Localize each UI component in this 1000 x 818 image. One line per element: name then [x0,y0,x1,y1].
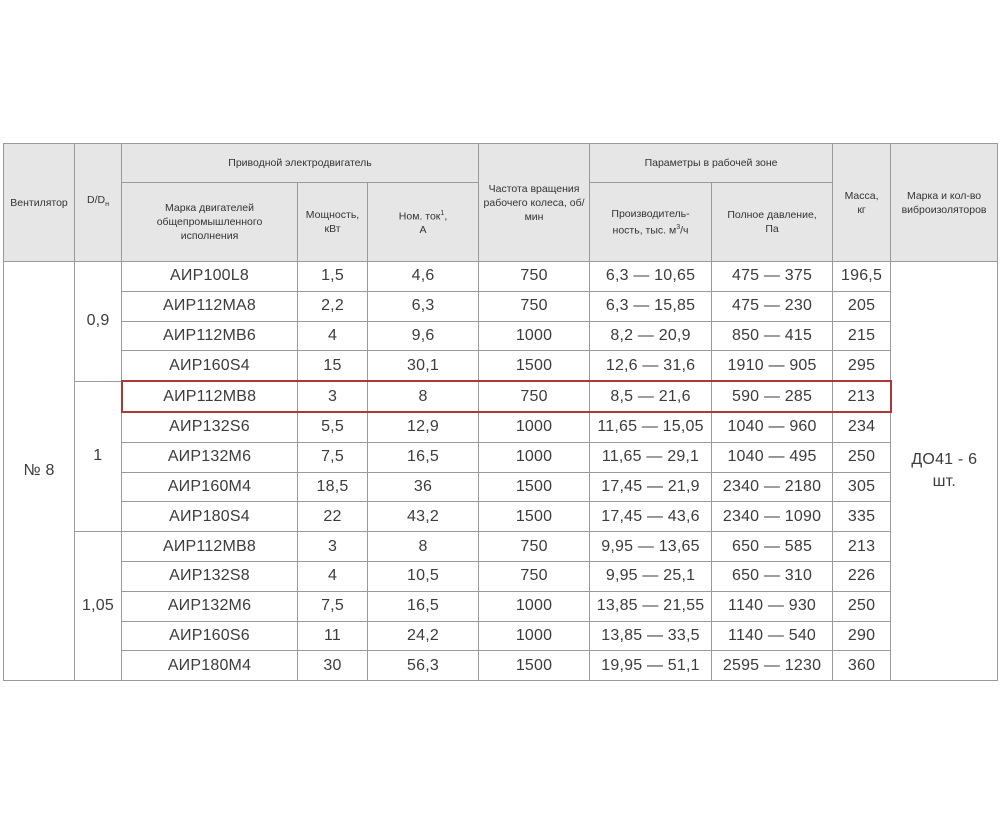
current-cell: 4,6 [368,262,479,292]
mass-cell: 213 [833,381,891,412]
power-cell: 15 [298,351,368,381]
pressure-cell: 475 — 230 [712,291,833,321]
productivity-cell: 6,3 — 10,65 [590,262,712,292]
header-mass: Масса, кг [833,144,891,262]
header-drive-motor: Приводной электродвигатель [122,144,479,183]
mass-cell: 360 [833,651,891,681]
header-pressure: Полное давление, Па [712,183,833,262]
current-cell: 12,9 [368,412,479,442]
table-row [4,262,998,292]
rpm-cell: 1500 [479,351,590,381]
current-cell: 16,5 [368,442,479,472]
current-cell: 36 [368,472,479,502]
mass-cell: 250 [833,442,891,472]
rpm-cell: 750 [479,532,590,562]
current-cell: 43,2 [368,502,479,532]
power-cell: 5,5 [298,412,368,442]
table-header [4,144,998,262]
current-cell: 16,5 [368,591,479,621]
table-row [4,532,998,562]
pressure-cell: 1040 — 960 [712,412,833,442]
productivity-cell: 6,3 — 15,85 [590,291,712,321]
rpm-cell: 750 [479,291,590,321]
motor-cell: АИР112МА8 [122,291,298,321]
mass-cell: 213 [833,532,891,562]
motor-cell: АИР112МВ8 [122,381,298,412]
motor-cell: АИР132М6 [122,442,298,472]
productivity-cell: 11,65 — 29,1 [590,442,712,472]
motor-cell: АИР132М6 [122,591,298,621]
table-row [4,621,998,651]
rpm-cell: 1000 [479,321,590,351]
pressure-cell: 650 — 585 [712,532,833,562]
rpm-cell: 1500 [479,502,590,532]
motor-cell: АИР160S4 [122,351,298,381]
power-cell: 18,5 [298,472,368,502]
pressure-cell: 1140 — 930 [712,591,833,621]
mass-cell: 234 [833,412,891,442]
rpm-cell: 750 [479,262,590,292]
power-cell: 7,5 [298,442,368,472]
mass-cell: 226 [833,561,891,591]
productivity-cell: 13,85 — 21,55 [590,591,712,621]
motor-cell: АИР180М4 [122,651,298,681]
pressure-cell: 2340 — 1090 [712,502,833,532]
power-cell: 4 [298,561,368,591]
productivity-cell: 9,95 — 25,1 [590,561,712,591]
power-cell: 4 [298,321,368,351]
pressure-cell: 1140 — 540 [712,621,833,651]
pressure-cell: 2340 — 2180 [712,472,833,502]
motor-cell: АИР112МВ8 [122,532,298,562]
productivity-cell: 17,45 — 43,6 [590,502,712,532]
power-cell: 2,2 [298,291,368,321]
motor-cell: АИР160S6 [122,621,298,651]
productivity-cell: 19,95 — 51,1 [590,651,712,681]
current-cell: 8 [368,381,479,412]
header-motor-brand: Марка двигателей общепромышленного исполнения [122,183,298,262]
table-body [4,262,998,681]
power-cell: 11 [298,621,368,651]
table-row [4,321,998,351]
header-rpm: Частота вращения рабочего колеса, об/мин [479,144,590,262]
power-cell: 22 [298,502,368,532]
table-row [4,442,998,472]
header-ratio: $D/D_н$ [75,144,122,262]
current-cell: 6,3 [368,291,479,321]
mass-cell: 215 [833,321,891,351]
pressure-cell: 850 — 415 [712,321,833,351]
rpm-cell: 1000 [479,591,590,621]
header-current: Ном. ток$^1$, А [368,183,479,262]
pressure-cell: 475 — 375 [712,262,833,292]
productivity-cell: 13,85 — 33,5 [590,621,712,651]
productivity-cell: 11,65 — 15,05 [590,412,712,442]
current-cell: 9,6 [368,321,479,351]
power-cell: 3 [298,381,368,412]
table-row [4,291,998,321]
ratio-cell: 1 [75,381,122,531]
current-cell: 10,5 [368,561,479,591]
motor-cell: АИР100L8 [122,262,298,292]
productivity-cell: 9,95 — 13,65 [590,532,712,562]
power-cell: 1,5 [298,262,368,292]
rpm-cell: 1000 [479,412,590,442]
rpm-cell: 1000 [479,621,590,651]
productivity-cell: 8,5 — 21,6 [590,381,712,412]
table-row [4,591,998,621]
pressure-cell: 1910 — 905 [712,351,833,381]
current-cell: 8 [368,532,479,562]
mass-cell: 205 [833,291,891,321]
power-cell: 30 [298,651,368,681]
mass-cell: 290 [833,621,891,651]
header-productivity: Производитель-ность, тыс. $м^3/ч$ [590,183,712,262]
pressure-cell: 1040 — 495 [712,442,833,472]
mass-cell: 295 [833,351,891,381]
pressure-cell: 590 — 285 [712,381,833,412]
rpm-cell: 1000 [479,442,590,472]
header-isolators: Марка и кол-во виброизоляторов [891,144,998,262]
power-cell: 3 [298,532,368,562]
ratio-cell: 0,9 [75,262,122,382]
mass-cell: 250 [833,591,891,621]
header-params: Параметры в рабочей зоне [590,144,833,183]
rpm-cell: 750 [479,561,590,591]
spec-table-wrapper [3,143,997,681]
mass-cell: 305 [833,472,891,502]
motor-cell: АИР112МВ6 [122,321,298,351]
header-fan: Вентилятор [4,144,75,262]
table-row [4,472,998,502]
mass-cell: 196,5 [833,262,891,292]
table-row [4,351,998,381]
table-row [4,381,998,412]
rpm-cell: 750 [479,381,590,412]
motor-cell: АИР180S4 [122,502,298,532]
motor-cell: АИР132S8 [122,561,298,591]
mass-cell: 335 [833,502,891,532]
table-row [4,502,998,532]
productivity-cell: 8,2 — 20,9 [590,321,712,351]
current-cell: 24,2 [368,621,479,651]
rpm-cell: 1500 [479,472,590,502]
fan-label-cell: № 8 [4,262,75,681]
current-cell: 30,1 [368,351,479,381]
productivity-cell: 12,6 — 31,6 [590,351,712,381]
current-cell: 56,3 [368,651,479,681]
ratio-cell: 1,05 [75,532,122,681]
rpm-cell: 1500 [479,651,590,681]
table-row [4,412,998,442]
table-row [4,651,998,681]
pressure-cell: 650 — 310 [712,561,833,591]
table-row [4,561,998,591]
productivity-cell: 17,45 — 21,9 [590,472,712,502]
isolators-cell: ДО41 - 6 шт. [891,262,998,681]
motor-cell: АИР160М4 [122,472,298,502]
header-power: Мощность, кВт [298,183,368,262]
power-cell: 7,5 [298,591,368,621]
motor-cell: АИР132S6 [122,412,298,442]
fan-spec-table [3,143,998,681]
pressure-cell: 2595 — 1230 [712,651,833,681]
